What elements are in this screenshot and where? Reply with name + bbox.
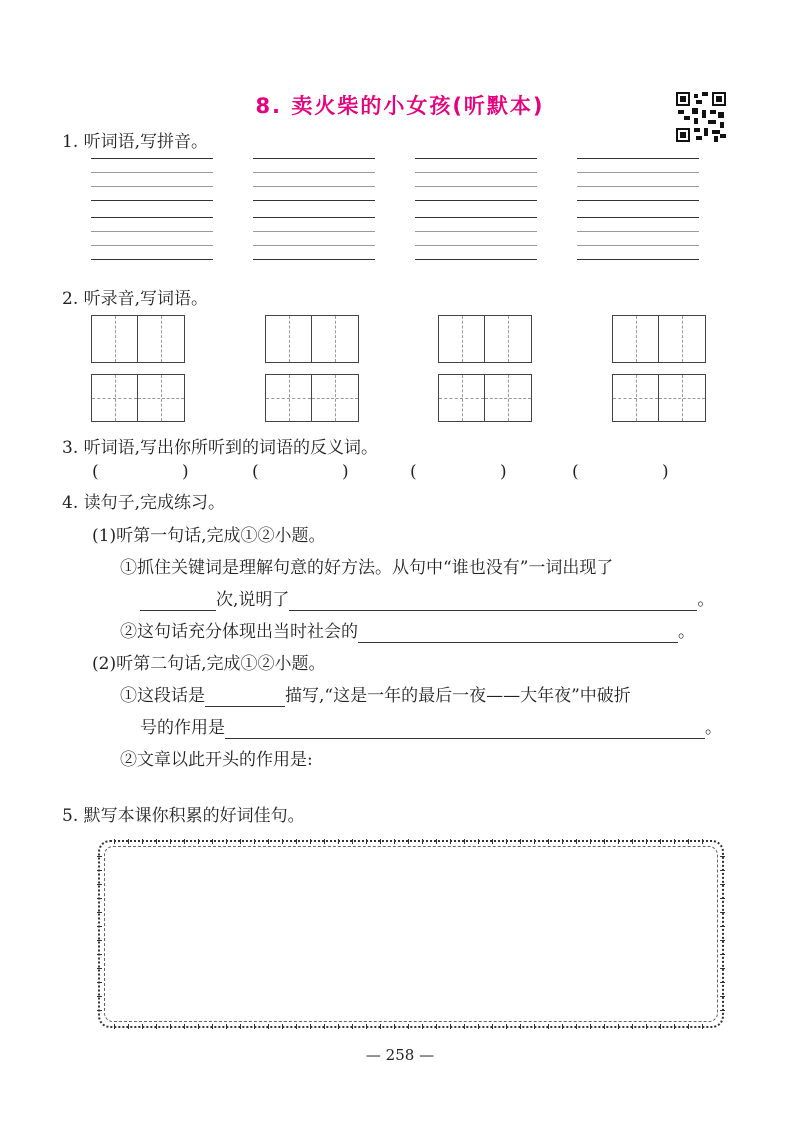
frame-tick [576, 1024, 577, 1029]
character-cell [613, 375, 659, 421]
antonym-paren-open: ( [410, 462, 417, 482]
antonym-paren-close: ) [342, 462, 349, 482]
frame-tick [422, 839, 423, 844]
frame-tick [97, 954, 102, 955]
frame-tick [720, 982, 725, 983]
character-cell [312, 375, 358, 421]
frame-tick [688, 1024, 689, 1029]
frame-tick [156, 1024, 157, 1029]
question-4-2-answer-line [140, 717, 722, 739]
frame-tick [720, 996, 725, 997]
cell-horizontal-guide [266, 398, 311, 399]
cell-vertical-guide [335, 316, 336, 362]
cell-vertical-guide [462, 316, 463, 362]
frame-tick [310, 1024, 311, 1029]
page-number: — 258 — [365, 1046, 435, 1064]
character-cell [659, 375, 705, 421]
word-box[interactable] [612, 374, 706, 422]
frame-tick [720, 898, 725, 899]
pinyin-line [577, 158, 699, 159]
pinyin-line [577, 245, 699, 246]
antonym-paren-close: ) [500, 462, 507, 482]
word-box[interactable] [265, 374, 359, 422]
frame-tick [674, 1024, 675, 1029]
frame-tick [618, 839, 619, 844]
frame-tick [660, 839, 661, 844]
character-cell [613, 316, 659, 362]
frame-tick [97, 940, 102, 941]
cell-vertical-guide [682, 316, 683, 362]
frame-tick [702, 1024, 703, 1029]
frame-tick [97, 968, 102, 969]
question-4-2-sentence-2: ②文章以此开头的作用是: [120, 750, 313, 770]
character-cell [266, 316, 312, 362]
frame-tick [394, 1024, 395, 1029]
frame-tick [366, 839, 367, 844]
frame-tick [422, 1024, 423, 1029]
cell-horizontal-guide [92, 398, 137, 399]
good-words-writing-box[interactable] [98, 840, 724, 1028]
question-4-part-2-label: (2)听第二句话,完成①②小题。 [92, 654, 326, 674]
question-4-2-sentence-1 [120, 685, 631, 707]
word-box[interactable] [91, 374, 185, 422]
frame-tick [720, 912, 725, 913]
frame-tick [97, 1010, 102, 1011]
question-1-label: 1. 听词语,写拼音。 [62, 132, 209, 152]
frame-tick [268, 839, 269, 844]
pinyin-line [577, 231, 699, 232]
pinyin-line [415, 172, 537, 173]
question-4-2-sentence-1-mid: 描写,“这是一年的最后一夜——大年夜”中破折 [285, 686, 631, 706]
pinyin-line [415, 259, 537, 260]
frame-tick [170, 1024, 171, 1029]
frame-tick [534, 1024, 535, 1029]
pinyin-line [253, 186, 375, 187]
frame-tick [97, 982, 102, 983]
frame-tick [604, 839, 605, 844]
frame-tick [212, 1024, 213, 1029]
frame-tick [240, 839, 241, 844]
pinyin-line [577, 259, 699, 260]
frame-tick [296, 839, 297, 844]
character-cell [138, 375, 184, 421]
pinyin-line [91, 172, 213, 173]
sentence-end-mark: 。 [705, 718, 722, 738]
frame-tick [548, 1024, 549, 1029]
frame-tick [184, 839, 185, 844]
frame-tick [142, 839, 143, 844]
character-cell [266, 375, 312, 421]
frame-tick [590, 1024, 591, 1029]
cell-horizontal-guide [613, 398, 658, 399]
frame-tick [436, 839, 437, 844]
pinyin-line [415, 186, 537, 187]
pinyin-line [253, 172, 375, 173]
question-4-1-answer-line [140, 589, 714, 611]
pinyin-line [91, 245, 213, 246]
frame-tick [352, 839, 353, 844]
frame-tick [226, 1024, 227, 1029]
frame-tick [128, 839, 129, 844]
frame-tick [324, 1024, 325, 1029]
question-4-2-sentence-1-line2: 号的作用是 [140, 718, 225, 738]
character-cell [92, 316, 138, 362]
character-cell [439, 375, 485, 421]
answer-blank-description-type[interactable] [205, 688, 285, 707]
frame-tick [548, 839, 549, 844]
frame-tick [562, 839, 563, 844]
question-4-1-sentence-1-mid: 次,说明了 [216, 590, 290, 610]
frame-tick [618, 1024, 619, 1029]
question-5-label: 5. 默写本课你积累的好词佳句。 [62, 806, 305, 826]
frame-tick [128, 1024, 129, 1029]
cell-vertical-guide [289, 316, 290, 362]
frame-tick [702, 839, 703, 844]
pinyin-line [91, 158, 213, 159]
antonym-paren-open: ( [572, 462, 579, 482]
pinyin-line [91, 231, 213, 232]
frame-tick [688, 839, 689, 844]
pinyin-line [415, 217, 537, 218]
frame-tick [97, 926, 102, 927]
qr-code-icon[interactable] [676, 92, 726, 142]
character-cell [312, 316, 358, 362]
frame-tick [324, 839, 325, 844]
frame-tick [720, 1010, 725, 1011]
question-3-label: 3. 听词语,写出你所听到的词语的反义词。 [62, 438, 379, 458]
pinyin-line [253, 200, 375, 201]
cell-horizontal-guide [312, 398, 358, 399]
pinyin-line [91, 200, 213, 201]
cell-horizontal-guide [138, 398, 184, 399]
question-4-1-sentence-2-text: ②这句话充分体现出当时社会的 [120, 622, 358, 642]
pinyin-line [253, 259, 375, 260]
cell-horizontal-guide [485, 398, 531, 399]
cell-horizontal-guide [659, 398, 705, 399]
frame-tick [97, 898, 102, 899]
pinyin-line [577, 172, 699, 173]
frame-tick [97, 996, 102, 997]
frame-tick [97, 870, 102, 871]
question-4-2-sentence-1-pre: ①这段话是 [120, 686, 205, 706]
writing-box-inner-border [104, 846, 718, 1022]
sentence-end-mark: 。 [697, 590, 715, 610]
pinyin-line [91, 186, 213, 187]
answer-blank-society[interactable] [358, 624, 678, 643]
question-4-label: 4. 读句子,完成练习。 [62, 493, 226, 513]
pinyin-line [253, 245, 375, 246]
answer-blank-explanation[interactable] [289, 592, 697, 611]
frame-tick [436, 1024, 437, 1029]
frame-tick [506, 1024, 507, 1029]
frame-tick [310, 839, 311, 844]
frame-tick [450, 1024, 451, 1029]
frame-tick [338, 1024, 339, 1029]
page-title-text: 8. 卖火柴的小女孩(听默本) [255, 94, 545, 118]
frame-tick [380, 1024, 381, 1029]
answer-blank-dash-function[interactable] [225, 720, 705, 739]
character-cell [485, 316, 531, 362]
frame-tick [450, 839, 451, 844]
frame-tick [720, 940, 725, 941]
pinyin-line [253, 158, 375, 159]
frame-tick [114, 839, 115, 844]
frame-tick [720, 954, 725, 955]
frame-tick [254, 839, 255, 844]
pinyin-line [253, 217, 375, 218]
frame-tick [170, 839, 171, 844]
pinyin-line [91, 217, 213, 218]
frame-tick [660, 1024, 661, 1029]
character-cell [485, 375, 531, 421]
frame-tick [296, 1024, 297, 1029]
frame-tick [156, 839, 157, 844]
frame-tick [408, 1024, 409, 1029]
frame-tick [338, 839, 339, 844]
frame-tick [646, 839, 647, 844]
pinyin-line [577, 200, 699, 201]
pinyin-line [253, 231, 375, 232]
pinyin-line [415, 245, 537, 246]
frame-tick [212, 839, 213, 844]
frame-tick [632, 1024, 633, 1029]
character-cell [138, 316, 184, 362]
cell-horizontal-guide [439, 398, 484, 399]
answer-blank-count[interactable] [140, 592, 216, 611]
frame-tick [97, 884, 102, 885]
frame-tick [478, 1024, 479, 1029]
frame-tick [366, 1024, 367, 1029]
character-cell [439, 316, 485, 362]
frame-tick [576, 839, 577, 844]
frame-tick [720, 968, 725, 969]
question-4-1-sentence-1: ①抓住关键词是理解句意的好方法。从句中“谁也没有”一词出现了 [120, 558, 614, 578]
pinyin-line [577, 217, 699, 218]
antonym-paren-close: ) [182, 462, 189, 482]
frame-tick [562, 1024, 563, 1029]
frame-tick [464, 1024, 465, 1029]
pinyin-line [415, 231, 537, 232]
antonym-paren-open: ( [252, 462, 259, 482]
frame-tick [720, 884, 725, 885]
cell-vertical-guide [508, 316, 509, 362]
frame-tick [142, 1024, 143, 1029]
frame-tick [506, 839, 507, 844]
pinyin-line [415, 158, 537, 159]
question-4-1-sentence-2 [120, 621, 695, 643]
cell-vertical-guide [161, 316, 162, 362]
frame-tick [632, 839, 633, 844]
frame-tick [520, 1024, 521, 1029]
frame-tick [394, 839, 395, 844]
frame-tick [240, 1024, 241, 1029]
pinyin-line [91, 259, 213, 260]
frame-tick [198, 839, 199, 844]
character-cell [659, 316, 705, 362]
frame-tick [720, 926, 725, 927]
cell-vertical-guide [115, 316, 116, 362]
frame-tick [282, 1024, 283, 1029]
frame-tick [97, 856, 102, 857]
cell-vertical-guide [636, 316, 637, 362]
frame-tick [590, 839, 591, 844]
frame-tick [114, 1024, 115, 1029]
frame-tick [534, 839, 535, 844]
frame-tick [520, 839, 521, 844]
question-2-label: 2. 听录音,写词语。 [62, 289, 209, 309]
frame-tick [492, 1024, 493, 1029]
frame-tick [408, 839, 409, 844]
frame-tick [97, 912, 102, 913]
frame-tick [492, 839, 493, 844]
word-box[interactable] [612, 315, 706, 363]
frame-tick [646, 1024, 647, 1029]
word-box[interactable] [265, 315, 359, 363]
frame-tick [268, 1024, 269, 1029]
frame-tick [254, 1024, 255, 1029]
frame-tick [720, 856, 725, 857]
character-cell [92, 375, 138, 421]
frame-tick [604, 1024, 605, 1029]
antonym-paren-close: ) [662, 462, 669, 482]
word-box[interactable] [438, 315, 532, 363]
frame-tick [464, 839, 465, 844]
frame-tick [184, 1024, 185, 1029]
frame-tick [282, 839, 283, 844]
question-4-part-1-label: (1)听第一句话,完成①②小题。 [92, 526, 326, 546]
frame-tick [352, 1024, 353, 1029]
word-box[interactable] [438, 374, 532, 422]
pinyin-line [415, 200, 537, 201]
frame-tick [478, 839, 479, 844]
pinyin-line [577, 186, 699, 187]
word-box[interactable] [91, 315, 185, 363]
sentence-end-mark: 。 [678, 622, 695, 642]
antonym-paren-open: ( [92, 462, 99, 482]
frame-tick [674, 839, 675, 844]
frame-tick [198, 1024, 199, 1029]
frame-tick [226, 839, 227, 844]
frame-tick [380, 839, 381, 844]
frame-tick [720, 870, 725, 871]
